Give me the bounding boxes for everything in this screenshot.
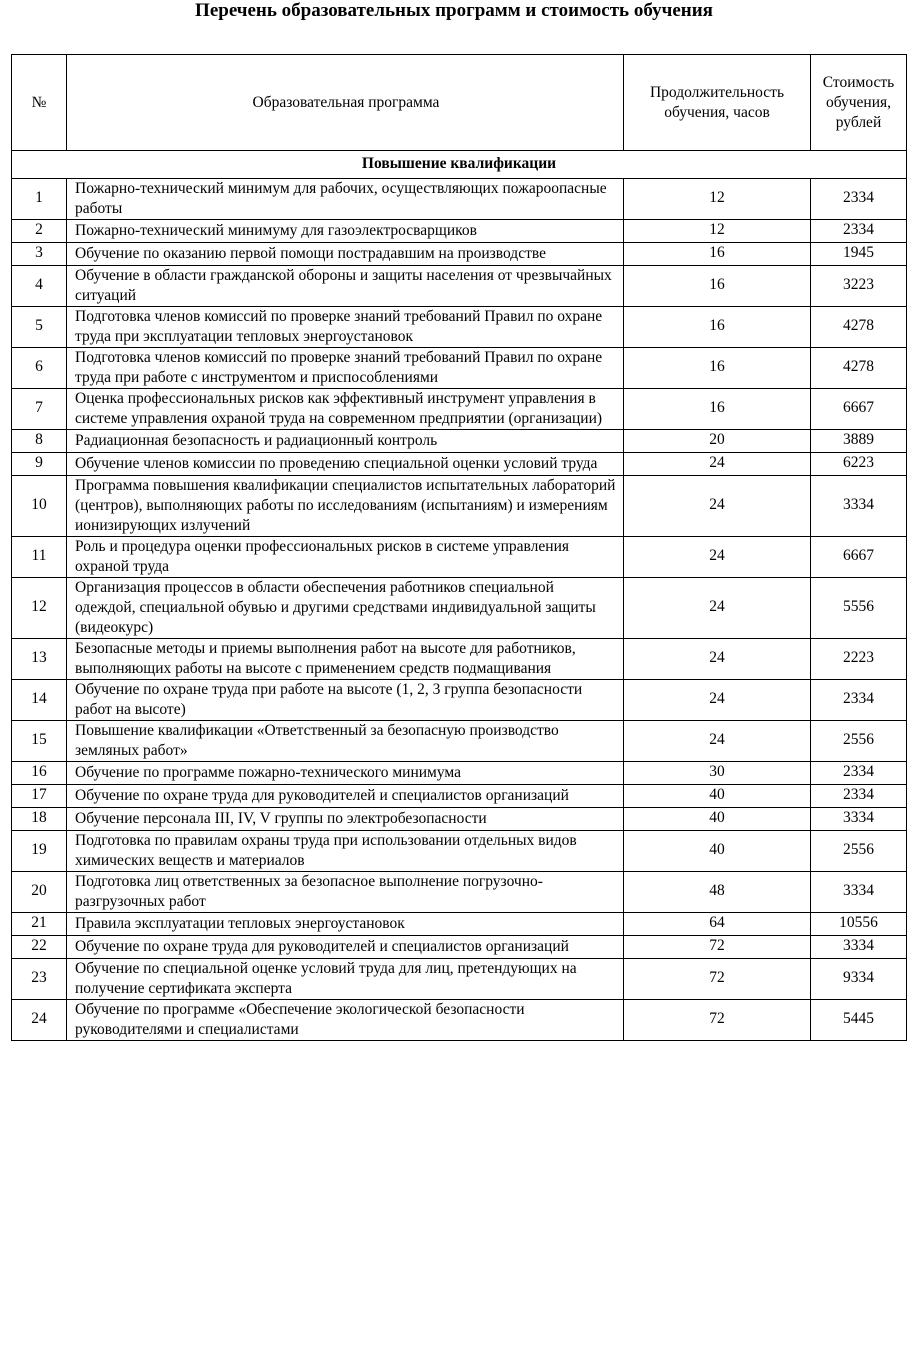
- row-program: Обучение по программе пожарно-технического минимума: [67, 762, 624, 785]
- row-program: Роль и процедура оценки профессиональных рисков в системе управления охраной труда: [67, 537, 624, 578]
- table-row: [12, 721, 907, 762]
- row-cost: 2223: [811, 639, 907, 680]
- row-program: Организация процессов в области обеспечения работников специальной одеждой, специальной обувью и другими средствами индивидуальной защиты (видеокурс): [67, 578, 624, 639]
- row-hours: 16: [624, 348, 811, 389]
- row-hours: 48: [624, 872, 811, 913]
- row-program: Обучение по программе «Обеспечение экологической безопасности руководителями и специалистами: [67, 1000, 624, 1041]
- row-program: Правила эксплуатации тепловых энергоустановок: [67, 913, 624, 936]
- table-row: [12, 348, 907, 389]
- table-row: [12, 476, 907, 537]
- row-cost: 2334: [811, 680, 907, 721]
- row-cost: 2334: [811, 179, 907, 220]
- table-row: [12, 307, 907, 348]
- table-row: [12, 453, 907, 476]
- row-num: 16: [12, 762, 67, 785]
- row-num: 8: [12, 430, 67, 453]
- table-row: [12, 872, 907, 913]
- row-cost: 6667: [811, 537, 907, 578]
- row-num: 21: [12, 913, 67, 936]
- row-hours: 16: [624, 307, 811, 348]
- row-num: 18: [12, 808, 67, 831]
- row-hours: 72: [624, 1000, 811, 1041]
- row-cost: 6223: [811, 453, 907, 476]
- row-program: Обучение персонала III, IV, V группы по электробезопасности: [67, 808, 624, 831]
- header-num: №: [12, 55, 67, 151]
- row-program: Обучение по специальной оценке условий труда для лиц, претендующих на получение сертификата эксперта: [67, 959, 624, 1000]
- table-row: [12, 762, 907, 785]
- row-cost: 6667: [811, 389, 907, 430]
- row-program: Подготовка по правилам охраны труда при использовании отдельных видов химических веществ и материалов: [67, 831, 624, 872]
- table-row: [12, 266, 907, 307]
- row-num: 6: [12, 348, 67, 389]
- table-row: [12, 959, 907, 1000]
- row-program: Подготовка членов комиссий по проверке знаний требований Правил по охране труда при работе с инструментом и приспособлениями: [67, 348, 624, 389]
- row-cost: 3334: [811, 476, 907, 537]
- row-cost: 4278: [811, 307, 907, 348]
- row-cost: 3334: [811, 872, 907, 913]
- row-hours: 72: [624, 959, 811, 1000]
- row-num: 19: [12, 831, 67, 872]
- table-row: [12, 680, 907, 721]
- header-hours: Продолжительность обучения, часов: [624, 55, 811, 151]
- row-num: 24: [12, 1000, 67, 1041]
- row-program: Безопасные методы и приемы выполнения работ на высоте для работников, выполняющих работы на высоте с применением средств подмащивания: [67, 639, 624, 680]
- row-num: 11: [12, 537, 67, 578]
- row-program: Обучение по охране труда для руководителей и специалистов организаций: [67, 785, 624, 808]
- row-cost: 2556: [811, 831, 907, 872]
- row-program: Обучение членов комиссии по проведению специальной оценки условий труда: [67, 453, 624, 476]
- row-num: 23: [12, 959, 67, 1000]
- row-hours: 40: [624, 808, 811, 831]
- table-row: [12, 639, 907, 680]
- row-hours: 64: [624, 913, 811, 936]
- table-row: [12, 785, 907, 808]
- row-num: 2: [12, 220, 67, 243]
- row-cost: 1945: [811, 243, 907, 266]
- row-num: 17: [12, 785, 67, 808]
- row-cost: 3334: [811, 808, 907, 831]
- table-row: [12, 1000, 907, 1041]
- header-cost: Стоимость обучения, рублей: [811, 55, 907, 151]
- row-cost: 3223: [811, 266, 907, 307]
- row-num: 9: [12, 453, 67, 476]
- row-cost: 2556: [811, 721, 907, 762]
- row-hours: 72: [624, 936, 811, 959]
- row-hours: 30: [624, 762, 811, 785]
- row-num: 14: [12, 680, 67, 721]
- document-title: Перечень образовательных программ и стоимость обучения: [195, 0, 713, 21]
- row-program: Обучение в области гражданской обороны и защиты населения от чрезвычайных ситуаций: [67, 266, 624, 307]
- row-cost: 2334: [811, 785, 907, 808]
- section-row: [12, 151, 907, 179]
- row-num: 15: [12, 721, 67, 762]
- row-num: 1: [12, 179, 67, 220]
- row-hours: 12: [624, 220, 811, 243]
- row-cost: 4278: [811, 348, 907, 389]
- row-hours: 24: [624, 453, 811, 476]
- row-cost: 2334: [811, 762, 907, 785]
- row-cost: 9334: [811, 959, 907, 1000]
- table-row: [12, 913, 907, 936]
- row-cost: 3334: [811, 936, 907, 959]
- row-program: Пожарно-технический минимум для рабочих, осуществляющих пожароопасные работы: [67, 179, 624, 220]
- row-num: 5: [12, 307, 67, 348]
- row-program: Обучение по охране труда для руководителей и специалистов организаций: [67, 936, 624, 959]
- row-hours: 12: [624, 179, 811, 220]
- section-title: Повышение квалификации: [12, 151, 907, 179]
- table-row: [12, 831, 907, 872]
- row-cost: 2334: [811, 220, 907, 243]
- row-program: Пожарно-технический минимуму для газоэлектросварщиков: [67, 220, 624, 243]
- row-program: Обучение по оказанию первой помощи пострадавшим на производстве: [67, 243, 624, 266]
- table-row: [12, 220, 907, 243]
- row-hours: 40: [624, 785, 811, 808]
- row-hours: 24: [624, 578, 811, 639]
- table-row: [12, 808, 907, 831]
- table-row: [12, 430, 907, 453]
- row-cost: 5556: [811, 578, 907, 639]
- row-hours: 24: [624, 639, 811, 680]
- row-hours: 40: [624, 831, 811, 872]
- row-num: 22: [12, 936, 67, 959]
- row-hours: 24: [624, 537, 811, 578]
- row-num: 13: [12, 639, 67, 680]
- table-header-row: [12, 55, 907, 151]
- header-program: Образовательная программа: [67, 55, 624, 151]
- row-hours: 24: [624, 721, 811, 762]
- row-program: Подготовка лиц ответственных за безопасное выполнение погрузочно-разгрузочных работ: [67, 872, 624, 913]
- row-num: 7: [12, 389, 67, 430]
- row-program: Радиационная безопасность и радиационный контроль: [67, 430, 624, 453]
- row-num: 20: [12, 872, 67, 913]
- row-program: Повышение квалификации «Ответственный за безопасную производство земляных работ»: [67, 721, 624, 762]
- table-row: [12, 936, 907, 959]
- table-row: [12, 243, 907, 266]
- row-hours: 24: [624, 680, 811, 721]
- row-program: Обучение по охране труда при работе на высоте (1, 2, 3 группа безопасности работ на высоте): [67, 680, 624, 721]
- row-cost: 5445: [811, 1000, 907, 1041]
- table-row: [12, 578, 907, 639]
- row-hours: 16: [624, 243, 811, 266]
- row-cost: 3889: [811, 430, 907, 453]
- row-hours: 20: [624, 430, 811, 453]
- row-hours: 16: [624, 266, 811, 307]
- row-hours: 24: [624, 476, 811, 537]
- row-program: Подготовка членов комиссий по проверке знаний требований Правил по охране труда при эксплуатации тепловых энергоустановок: [67, 307, 624, 348]
- row-program: Программа повышения квалификации специалистов испытательных лабораторий (центров), выполняющих работы по исследованиям (испытаниям) и измерениям ионизирующих излучений: [67, 476, 624, 537]
- row-num: 12: [12, 578, 67, 639]
- programs-table: [11, 54, 907, 1041]
- row-cost: 10556: [811, 913, 907, 936]
- table-row: [12, 389, 907, 430]
- row-num: 3: [12, 243, 67, 266]
- row-hours: 16: [624, 389, 811, 430]
- row-program: Оценка профессиональных рисков как эффективный инструмент управления в системе управления охраной труда на современном предприятии (организации): [67, 389, 624, 430]
- table-row: [12, 537, 907, 578]
- row-num: 4: [12, 266, 67, 307]
- row-num: 10: [12, 476, 67, 537]
- table-row: [12, 179, 907, 220]
